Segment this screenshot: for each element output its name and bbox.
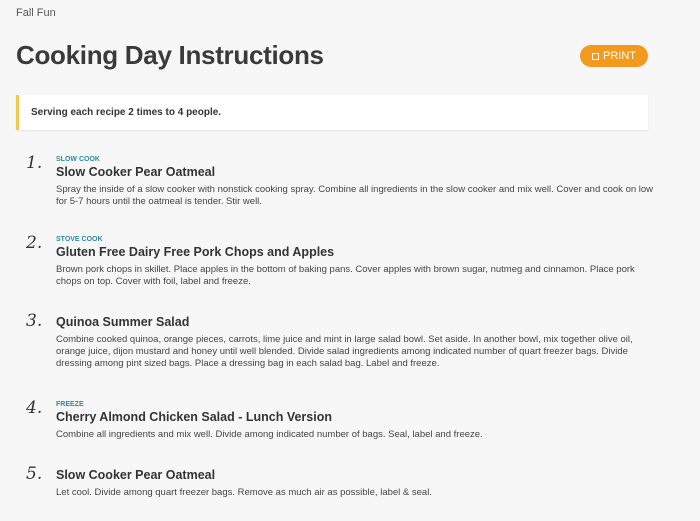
step-text: Let cool. Divide among quart freezer bags. Remove as much air as possible, label & seal.: [56, 487, 432, 498]
step-name: Slow Cooker Pear Oatmeal: [56, 468, 216, 482]
step-number: 4.: [26, 398, 43, 418]
step-text: Combine all ingredients and mix well. Divide among indicated number of bags. Seal, label and freeze.: [56, 429, 483, 440]
step-name: Slow Cooker Pear Oatmeal: [56, 165, 216, 179]
step-text: Brown pork chops in skillet. Place apples in the bottom of baking pans. Cover apples with brown sugar, nutmeg and cinnamon. Place pork chops on top. Cover with foil, label and freeze.: [56, 264, 635, 287]
step-name: Cherry Almond Chicken Salad - Lunch Version: [56, 410, 332, 424]
step-body: [56, 400, 656, 441]
print-label: PRINT: [603, 50, 636, 62]
step-tag: SLOW COOK: [56, 156, 100, 163]
step-body: [56, 467, 656, 499]
step-text: Spray the inside of a slow cooker with nonstick cooking spray. Combine all ingredients in the slow cooker and mix well. Cover and cook on low for 5-7 hours until the oatmeal is tender. Stir well.: [56, 184, 654, 207]
print-button[interactable]: [580, 45, 648, 67]
step-number: 1.: [26, 153, 43, 173]
step-number: 2.: [26, 233, 43, 253]
print-icon: [592, 53, 599, 60]
step-body: [56, 235, 656, 288]
step-tag: STOVE COOK: [56, 236, 103, 243]
step-tag: FREEZE: [56, 401, 84, 408]
step-number: 5.: [26, 464, 43, 484]
step-body: [56, 155, 656, 208]
step-body: [56, 314, 656, 370]
step-number: 3.: [26, 311, 43, 331]
page-title: Cooking Day Instructions: [16, 40, 324, 70]
brand-label: Fall Fun: [16, 7, 56, 19]
step-name: Quinoa Summer Salad: [56, 315, 190, 329]
serving-notice: Serving each recipe 2 times to 4 people.: [16, 95, 648, 130]
step-text: Combine cooked quinoa, orange pieces, carrots, lime juice and mint in large salad bowl. Set aside. In another bowl, mix together olive oil, orange juice, dijon mustard and honey until well blended. Divide salad ingredients among indicated number of quart freezer bags. Divide dressing among pint sized bags. Place a dressing bag in each salad bag. Label and freeze.: [56, 334, 633, 369]
step-name: Gluten Free Dairy Free Pork Chops and Apples: [56, 245, 335, 259]
